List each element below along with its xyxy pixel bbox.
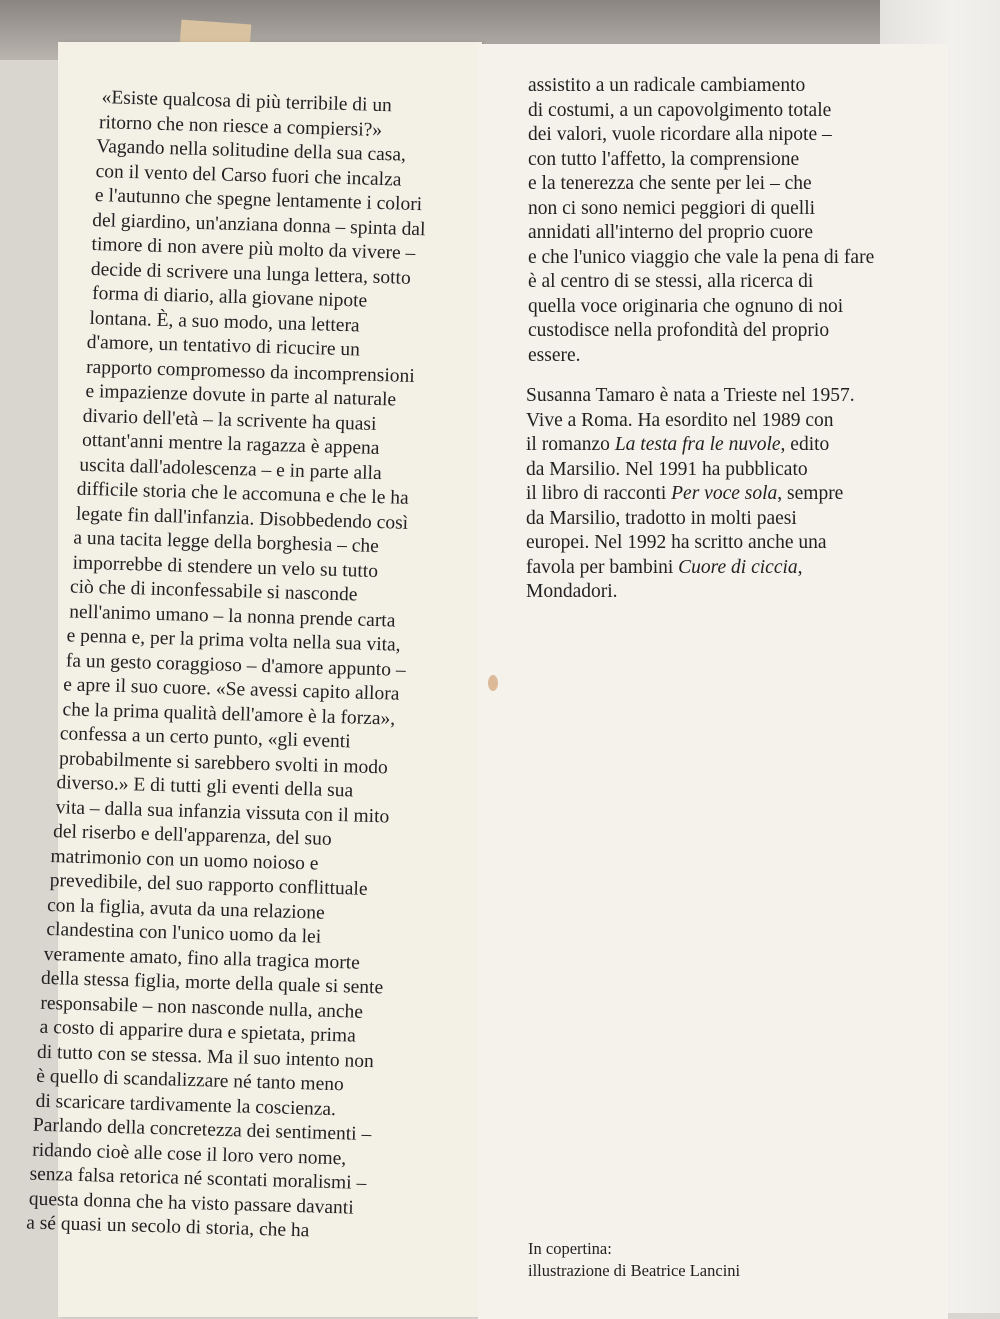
text-line: timore di non avere più molto da vivere – — [91, 233, 416, 264]
bio-line: Mondadori. — [526, 581, 618, 602]
text-line: ridando cioè alle cose il loro vero nome, — [31, 1139, 347, 1169]
text-line: confessa a un certo punto, «gli eventi — [59, 723, 351, 753]
text-line: fa un gesto coraggioso – d'amore appunto – — [65, 649, 406, 681]
text-line: ritorno che non riesce a compiersi?» — [98, 111, 383, 141]
text-line: decide di scrivere una lunga lettera, sotto — [90, 258, 412, 289]
text-line: di costumi, a un capovolgimento totale — [528, 99, 832, 121]
text-line: d'amore, un tentativo di ricucire un — [86, 331, 361, 361]
book-title: La testa fra le nuvole — [614, 434, 781, 455]
bio-line — [526, 482, 855, 507]
right-column-text — [528, 74, 874, 368]
text-line: Parlando della concretezza dei sentimenti – — [32, 1114, 372, 1146]
cover-credit — [528, 1238, 740, 1282]
text-line: uscita dall'adolescenza – e in parte alla — [79, 454, 382, 484]
text-line: a costo di apparire dura e spietata, prima — [39, 1016, 357, 1047]
bio-line — [526, 556, 855, 581]
text-line: assistito a un radicale cambiamento — [528, 75, 806, 96]
bio-line: Vive a Roma. Ha esordito nel 1989 con — [526, 409, 834, 431]
text-line: rapporto compromesso da incomprensioni — [85, 356, 416, 387]
text-line: del giardino, un'anziana donna – spinta dal — [91, 209, 426, 240]
text-line: con la figlia, avuta da una relazione — [46, 894, 326, 924]
text-line: diverso.» E di tutti gli eventi della sua — [56, 772, 354, 802]
bio-line: da Marsilio. Nel 1991 ha pubblicato — [526, 458, 808, 480]
text-line: ottant'anni mentre la ragazza è appena — [81, 429, 380, 460]
bio-line: Susanna Tamaro è nata a Trieste nel 1957. — [526, 385, 855, 406]
text-line: e l'autunno che spegne lentamente i colori — [94, 185, 423, 216]
bio-text: il libro di racconti — [526, 483, 672, 504]
text-line: a sé quasi un secolo di storia, che ha — [25, 1212, 310, 1242]
text-line: e impazienze dovute in parte al naturale — [85, 380, 397, 411]
text-line: è al centro di se stessi, alla ricerca di — [528, 271, 814, 292]
text-line: legate fin dall'infanzia. Disobbedendo così — [75, 503, 409, 534]
text-line: responsabile – non nasconde nulla, anche — [40, 992, 364, 1023]
text-line: e che l'unico viaggio che vale la pena di fare — [528, 246, 875, 268]
bio-text: , edito — [780, 434, 830, 455]
text-line: e la tenerezza che sente per lei – che — [528, 173, 812, 194]
text-line: e penna e, per la prima volta nella sua vita, — [66, 625, 401, 656]
text-line: dei valori, vuole ricordare alla nipote – — [528, 124, 832, 145]
text-line: è quello di scandalizzare né tanto meno — [36, 1065, 345, 1096]
left-column-text — [25, 86, 429, 1246]
bio-text: favola per bambini — [526, 556, 679, 578]
text-line: di tutto con se stessa. Ma il suo intento non — [36, 1041, 375, 1072]
bio-line: da Marsilio, tradotto in molti paesi — [526, 507, 797, 529]
text-line: custodisce nella profondità del proprio — [528, 320, 830, 341]
bio-line: europei. Nel 1992 ha scritto anche una — [526, 532, 827, 553]
text-line: imporrebbe di stendere un velo su tutto — [72, 552, 379, 582]
paper-stain — [488, 675, 498, 691]
text-line: questa donna che ha visto passare davanti — [28, 1188, 354, 1219]
text-line: «Esiste qualcosa di più terribile di un — [101, 87, 393, 117]
text-line: vita – dalla sua infanzia vissuta con il mito — [55, 796, 390, 827]
text-line: a una tacita legge della borghesia – che — [73, 527, 380, 558]
text-line: matrimonio con un uomo noioso e — [50, 845, 319, 875]
text-line: difficile storia che le accomuna e che le ha — [76, 478, 409, 509]
text-line: di scaricare tardivamente la coscienza. — [35, 1090, 337, 1120]
text-line: forma di diario, alla giovane nipote — [91, 282, 368, 312]
text-line: Vagando nella solitudine della sua casa, — [96, 136, 407, 166]
bio-text: , — [797, 556, 803, 578]
text-line: che la prima qualità dell'amore è la forza», — [62, 698, 396, 730]
text-line: probabilmente si sarebbero svolti in modo — [58, 747, 389, 778]
text-line: ciò che di inconfessabile si nasconde — [69, 576, 358, 606]
bio-line — [526, 433, 855, 458]
book-title: Per voce sola — [671, 483, 778, 504]
author-bio — [526, 384, 855, 605]
text-line: veramente amato, fino alla tragica morte — [43, 943, 361, 974]
text-line: divario dell'età – la scrivente ha quasi — [82, 405, 377, 435]
bio-text: , sempre — [777, 483, 844, 504]
text-line: nell'animo umano – la nonna prende carta — [69, 600, 396, 632]
text-line: della stessa figlia, morte della quale si sente — [40, 967, 384, 999]
text-line: con tutto l'affetto, la comprensione — [528, 148, 800, 170]
text-line: senza falsa retorica né scontati moralismi – — [29, 1163, 367, 1194]
text-line: lontana. È, a suo modo, una lettera — [89, 307, 360, 336]
cover-credit-text: illustrazione di Beatrice Lancini — [528, 1261, 741, 1280]
text-line: quella voce originaria che ognuno di noi — [528, 295, 844, 317]
book-title: Cuore di ciccia — [678, 556, 798, 578]
text-line: del riserbo e dell'apparenza, del suo — [52, 821, 332, 850]
text-line: clandestina con l'unico uomo da lei — [46, 918, 322, 948]
text-line: non ci sono nemici peggiori di quelli — [528, 197, 816, 219]
text-line: essere. — [528, 344, 581, 366]
cover-credit-label: In copertina: — [528, 1239, 612, 1258]
text-line: prevedibile, del suo rapporto conflittuale — [49, 870, 368, 900]
text-line: annidati all'interno del proprio cuore — [528, 222, 814, 243]
text-line: e apre il suo cuore. «Se avessi capito allora — [62, 674, 400, 705]
text-line: con il vento del Carso fuori che incalza — [95, 160, 402, 191]
bio-text: il romanzo — [526, 434, 615, 455]
